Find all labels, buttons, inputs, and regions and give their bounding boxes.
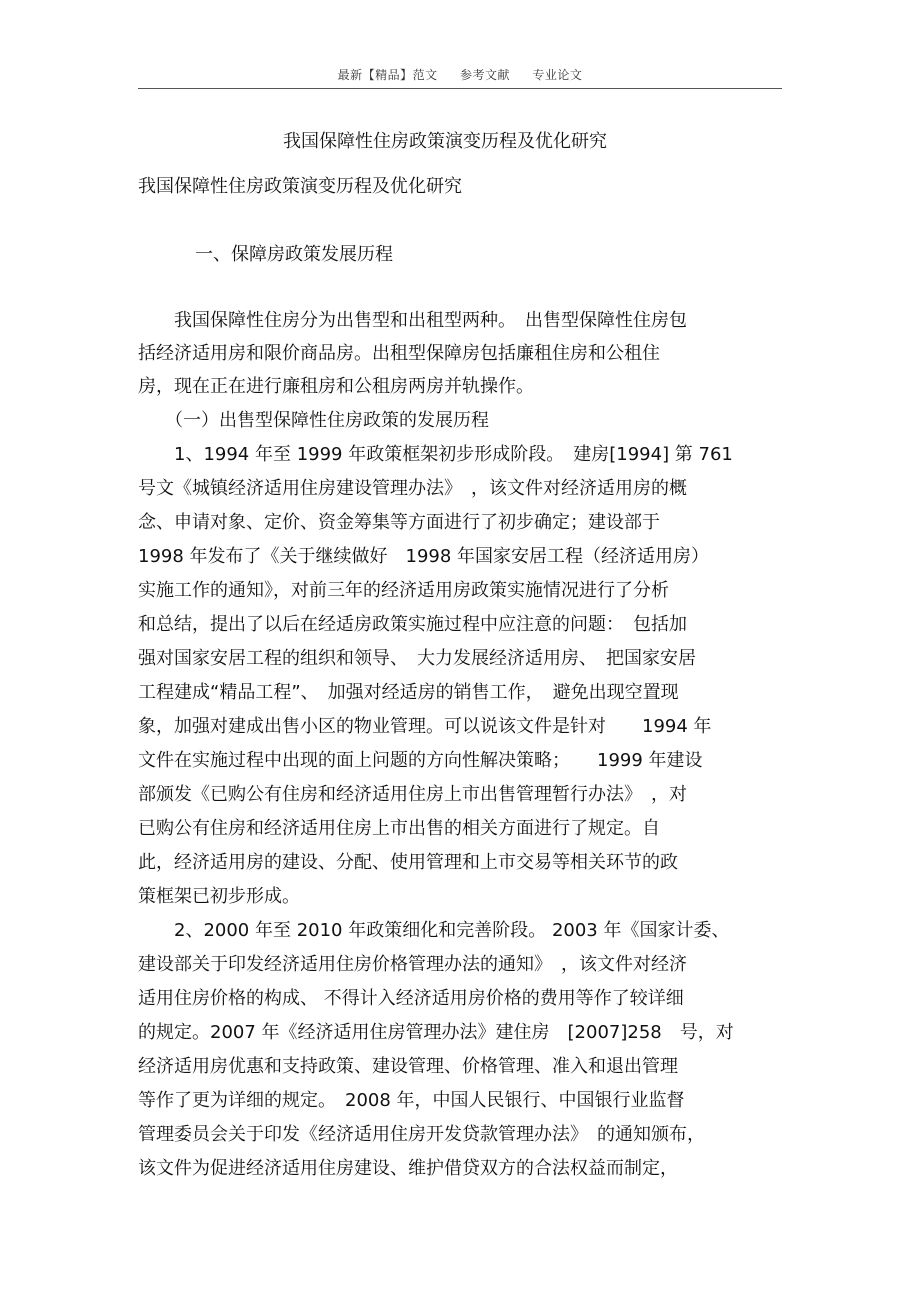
header-item: 参考文献 (459, 68, 510, 82)
header-item: 最新【精品】范文 (337, 68, 438, 82)
header-item: 专业论文 (532, 68, 583, 82)
body-line: 部颁发《已购公有住房和经济适用住房上市出售管理暂行办法》 ，对 (138, 784, 687, 805)
body-line: 经济适用房优惠和支持政策、建设管理、价格管理、准入和退出管理 (138, 1056, 678, 1077)
body-line: 2、2000 年至 2010 年政策细化和完善阶段。 2003 年《国家计委、 (138, 920, 730, 941)
body-line: 号文《城镇经济适用住房建设管理办法》 ，该文件对经济适用房的概 (138, 478, 687, 499)
body-line: 我国保障性住房分为出售型和出租型两种。 出售型保障性住房包 (138, 310, 687, 331)
body-line: 已购公有住房和经济适用住房上市出售的相关方面进行了规定。自 (138, 818, 660, 839)
body-line: 房，现在正在进行廉租房和公租房两房并轨操作。 (138, 376, 534, 397)
body-line: 念、申请对象、定价、资金筹集等方面进行了初步确定；建设部于 (138, 512, 660, 533)
body-line: 工程建成“精品工程”、 加强对经适房的销售工作， 避免出现空置现 (138, 682, 679, 703)
body-line: 等作了更为详细的规定。 2008 年，中国人民银行、中国银行业监督 (138, 1090, 685, 1111)
body-line: 1998 年发布了《关于继续做好 1998 年国家安居工程（经济适用房） (138, 546, 710, 567)
body-line: 建设部关于印发经济适用住房价格管理办法的通知》 ，该文件对经济 (138, 954, 687, 975)
running-header (0, 66, 920, 83)
document-subtitle: 我国保障性住房政策演变历程及优化研究 (138, 176, 462, 197)
body-line: 文件在实施过程中出现的面上问题的方向性解决策略； 1999 年建设 (138, 750, 703, 771)
section-heading: 一、保障房政策发展历程 (195, 244, 393, 265)
body-line: 实施工作的通知》，对前三年的经济适用房政策实施情况进行了分析 (138, 580, 669, 601)
header-divider (138, 88, 782, 89)
body-line: 此，经济适用房的建设、分配、使用管理和上市交易等相关环节的政 (138, 852, 678, 873)
body-line: 的规定。2007 年《经济适用住房管理办法》建住房 [2007]258 号，对 (138, 1022, 734, 1043)
body-line: 象，加强对建成出售小区的物业管理。可以说该文件是针对 1994 年 (138, 716, 712, 737)
body-line: 强对国家安居工程的组织和领导、 大力发展经济适用房、 把国家安居 (138, 648, 696, 669)
body-line: 适用住房价格的构成、 不得计入经济适用房价格的费用等作了较详细 (138, 988, 684, 1009)
body-line: 1、1994 年至 1999 年政策框架初步形成阶段。 建房[1994] 第 761 (138, 444, 733, 465)
body-line: 括经济适用房和限价商品房。出租型保障房包括廉租住房和公租住 (138, 343, 660, 364)
body-line: （一）出售型保障性住房政策的发展历程 (138, 410, 489, 431)
body-line: 策框架已初步形成。 (138, 886, 300, 907)
body-line: 和总结，提出了以后在经适房政策实施过程中应注意的问题： 包括加 (138, 614, 687, 635)
body-line: 该文件为促进经济适用住房建设、维护借贷双方的合法权益而制定， (138, 1158, 678, 1179)
body-line: 管理委员会关于印发《经济适用住房开发贷款管理办法》 的通知颁布， (138, 1124, 705, 1145)
document-title: 我国保障性住房政策演变历程及优化研究 (283, 131, 607, 152)
